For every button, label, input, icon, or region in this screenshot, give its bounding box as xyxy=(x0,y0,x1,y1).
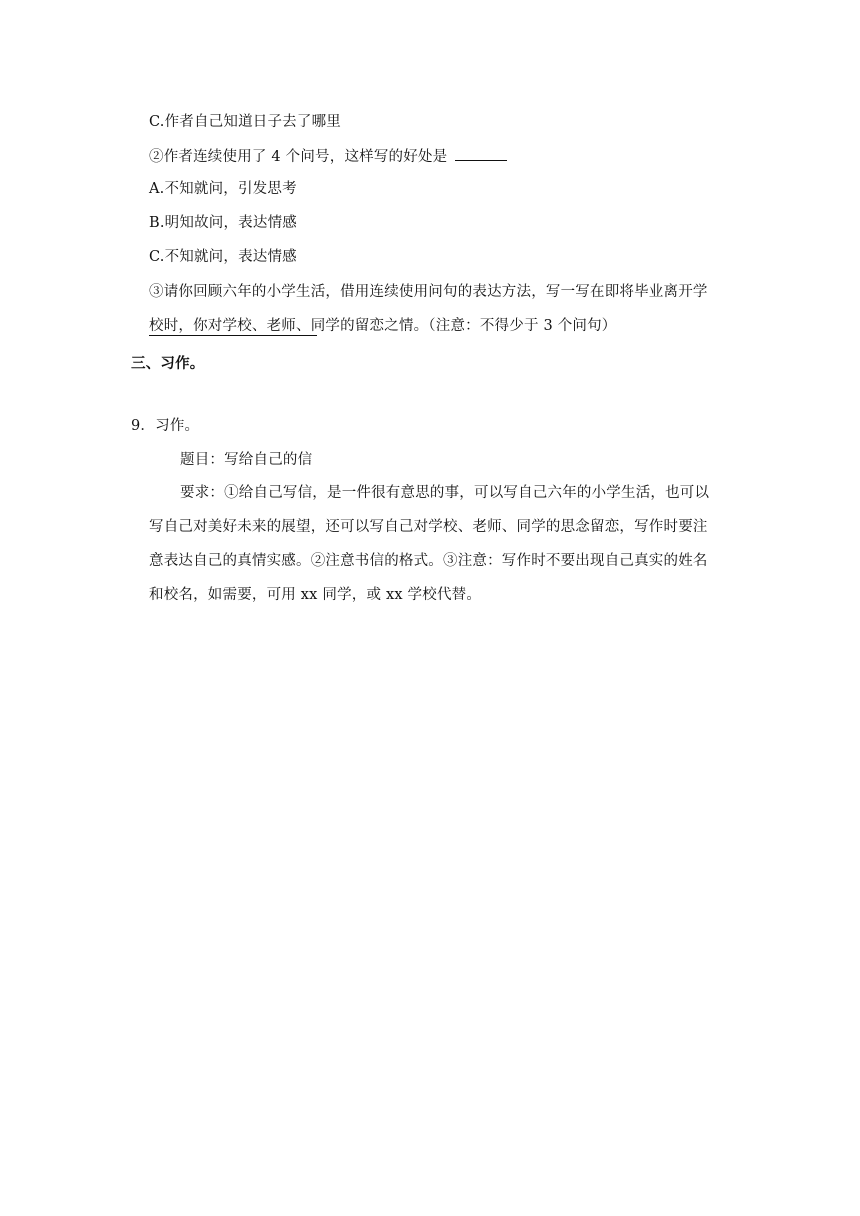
essay-topic: 题目：写给自己的信 xyxy=(180,452,313,468)
option-c: C.不知就问，表达情感 xyxy=(149,249,297,265)
question-9-title: 9．习作。 xyxy=(131,418,200,434)
option-a: A.不知就问，引发思考 xyxy=(149,181,297,197)
requirements-line-1: 要求：①给自己写信，是一件很有意思的事，可以写自己六年的小学生活，也可以 xyxy=(180,485,710,501)
sub-question-3-line-1: ③请你回顾六年的小学生活，借用连续使用问句的表达方法，写一写在即将毕业离开学 xyxy=(149,284,708,300)
answer-line[interactable] xyxy=(149,335,317,336)
requirements-line-4: 和校名，如需要，可用 xx 同学，或 xx 学校代替。 xyxy=(149,587,482,603)
requirements-line-3: 意表达自己的真情实感。②注意书信的格式。③注意：写作时不要出现自己真实的姓名 xyxy=(149,553,708,569)
option-c-previous: C.作者自己知道日子去了哪里 xyxy=(149,114,341,130)
requirements-line-2: 写自己对美好未来的展望，还可以写自己对学校、老师、同学的思念留恋，写作时要注 xyxy=(149,519,708,535)
sub-question-2 xyxy=(149,146,507,167)
answer-blank[interactable] xyxy=(455,146,507,161)
sub-question-3-line-2: 校时，你对学校、老师、同学的留恋之情。（注意：不得少于 3 个问句） xyxy=(149,318,617,334)
sub-question-2-prompt: ②作者连续使用了 4 个问号，这样写的好处是 xyxy=(149,149,448,165)
option-b: B.明知故问，表达情感 xyxy=(149,215,297,231)
section-heading: 三、习作。 xyxy=(131,355,205,372)
